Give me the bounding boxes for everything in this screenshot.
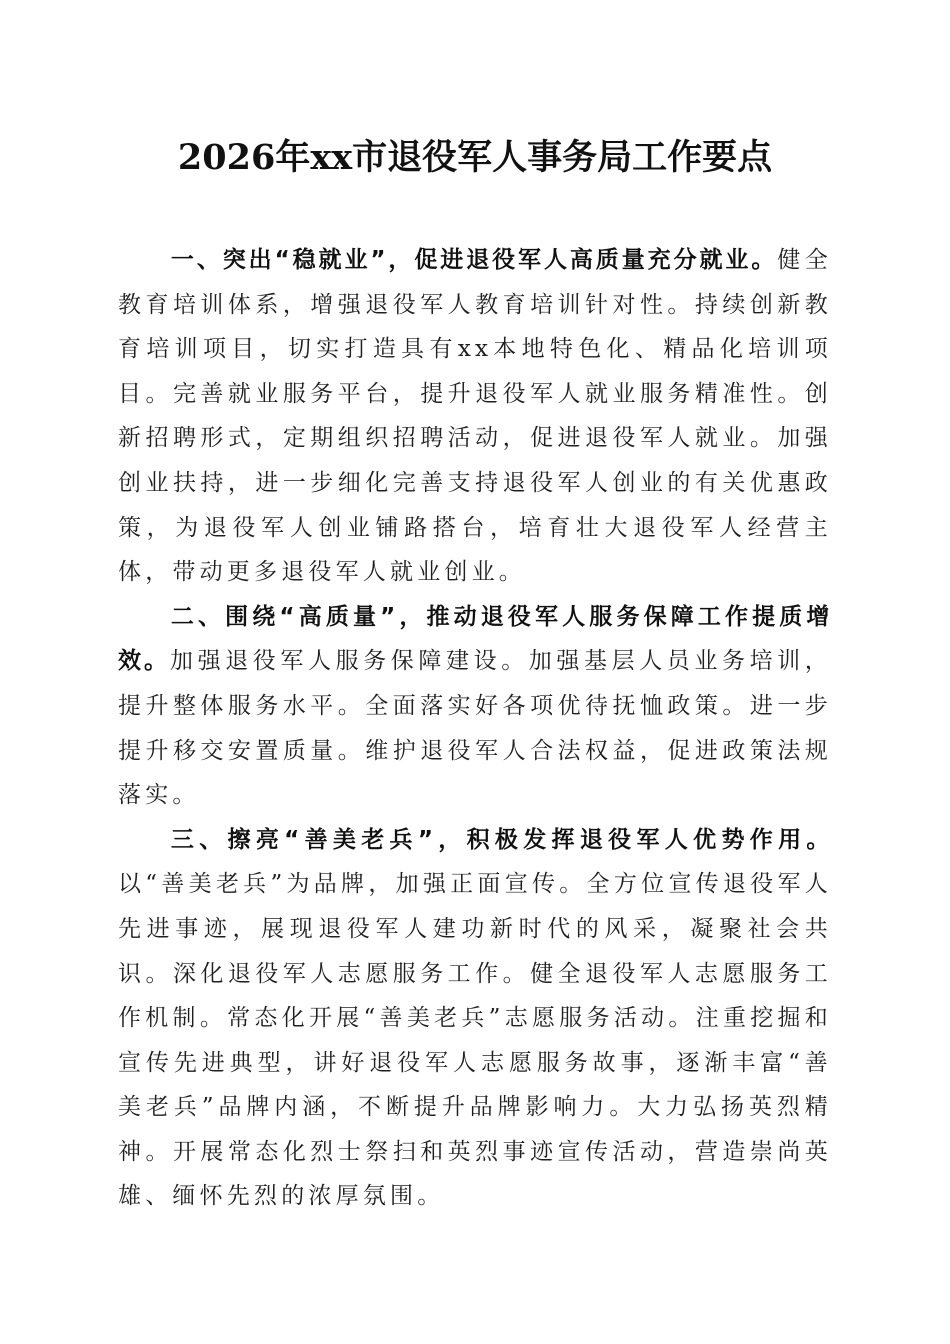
document-title: 2026年xx市退役军人事务局工作要点 — [177, 137, 773, 178]
section-heading: 三、擦亮“善美老兵”，积极发挥退役军人优势作用。 — [170, 826, 832, 853]
document-page — [118, 130, 832, 1219]
section-body: 以“善美老兵”为品牌，加强正面宣传。全方位宣传退役军人先进事迹，展现退役军人建功新时代的风采，凝聚社会共识。深化退役军人志愿服务工作。健全退役军人志愿服务工作机制。常态化开展“善美老兵”志愿服务活动。注重挖掘和宣传先进典型，讲好退役军人志愿服务故事，逐渐丰富“善美老兵”品牌内涵，不断提升品牌影响力。大力弘扬英烈精神。开展常态化烈士祭扫和英烈事迹宣传活动，营造崇尚英雄、缅怀先烈的浓厚氛围。 — [118, 871, 832, 1210]
section-heading: 一、突出“稳就业”，促进退役军人高质量充分就业。 — [170, 247, 778, 273]
section-heading: 二、围绕“高质量”，推动退役军人服务保障工作提质增效。 — [118, 603, 832, 675]
section-veteran-role — [118, 818, 832, 1219]
section-service-guarantee — [118, 595, 832, 818]
section-employment — [118, 238, 832, 595]
section-body: 健全教育培训体系，增强退役军人教育培训针对性。持续创新教育培训项目，切实打造具有xx本地特色化、精品化培训项目。完善就业服务平台，提升退役军人就业服务精准性。创新招聘形式，定期组织招聘活动，促进退役军人就业。加强创业扶持，进一步细化完善支持退役军人创业的有关优惠政策，为退役军人创业铺路搭台，培育壮大退役军人经营主体，带动更多退役军人就业创业。 — [118, 247, 832, 586]
section-body: 加强退役军人服务保障建设。加强基层人员业务培训，提升整体服务水平。全面落实好各项优待抚恤政策。进一步提升移交安置质量。维护退役军人合法权益，促进政策法规落实。 — [118, 648, 832, 809]
